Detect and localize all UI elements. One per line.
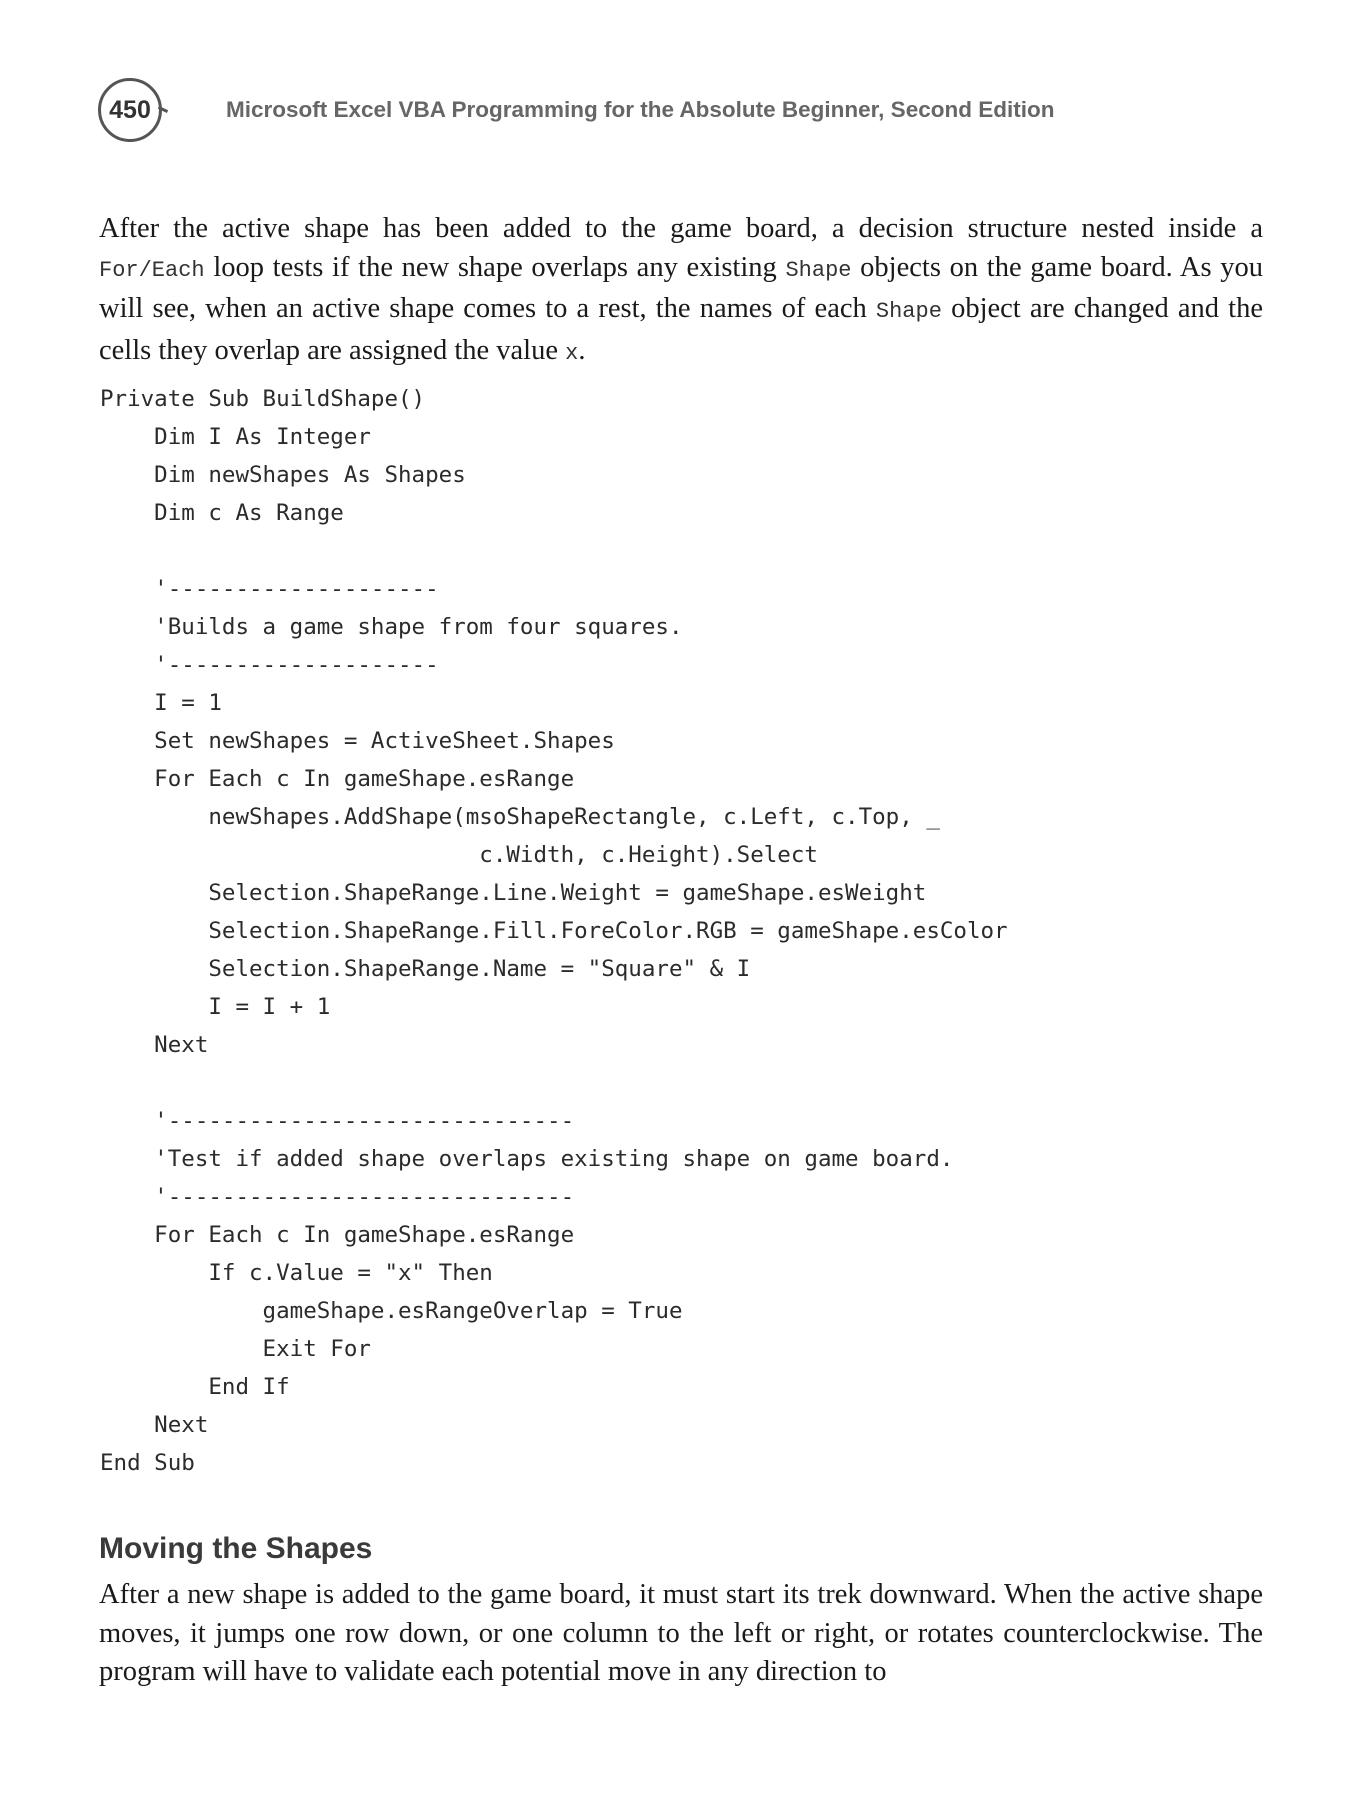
code-comment: 'Builds a game shape from four squares. (100, 614, 683, 640)
intro-text-5: . (578, 334, 586, 366)
inline-code-shape-2: Shape (875, 299, 942, 324)
code-line: End Sub (100, 1450, 195, 1476)
code-line: If c.Value = "x" Then (100, 1260, 493, 1286)
intro-text-1: After the active shape has been added to the game board, a decision structure nested inside a (99, 213, 1263, 244)
code-comment-divider: '------------------------------ (100, 1108, 575, 1134)
page-number: 450 (98, 78, 162, 142)
page-header (98, 78, 1278, 150)
code-line: I = 1 (100, 690, 222, 716)
code-line: Selection.ShapeRange.Fill.ForeColor.RGB = gameShape.esColor (100, 918, 1008, 944)
code-line: Next (100, 1412, 209, 1438)
intro-text-4: object are changed and the cells they overlap are assigned the value (99, 293, 1263, 366)
code-comment-divider: '-------------------- (100, 652, 439, 678)
code-line: Next (100, 1032, 209, 1058)
book-title: Microsoft Excel VBA Programming for the Absolute Beginner, Second Edition (226, 97, 1055, 122)
code-line: I = I + 1 (100, 994, 331, 1020)
code-line: For Each c In gameShape.esRange (100, 766, 575, 792)
code-comment-divider: '------------------------------ (100, 1184, 575, 1210)
inline-code-for-each: For/Each (99, 257, 205, 283)
code-line: Selection.ShapeRange.Line.Weight = gameShape.esWeight (100, 880, 927, 906)
code-comment-divider: '-------------------- (100, 576, 439, 602)
code-line: Dim c As Range (100, 500, 344, 526)
code-line: Set newShapes = ActiveSheet.Shapes (100, 728, 615, 754)
code-line: gameShape.esRangeOverlap = True (100, 1298, 683, 1324)
section-body: After a new shape is added to the game board, it must start its trek downward. When the active shape moves, it jumps one row down, or one column to the left or right, or rotates counterclockwise. The program will have to validate each potential move in any direction to (99, 1579, 1263, 1687)
code-line: Exit For (100, 1336, 371, 1362)
code-line: End If (100, 1374, 290, 1400)
code-line: Selection.ShapeRange.Name = "Square" & I (100, 956, 751, 982)
code-line: c.Width, c.Height).Select (100, 842, 818, 868)
code-line: Dim newShapes As Shapes (100, 462, 466, 488)
code-comment: 'Test if added shape overlaps existing shape on game board. (100, 1146, 954, 1172)
inline-code-x: x (565, 340, 579, 366)
code-line: For Each c In gameShape.esRange (100, 1222, 575, 1248)
inline-code-shape: Shape (785, 257, 852, 283)
code-line: newShapes.AddShape(msoShapeRectangle, c.Left, c.Top, _ (100, 804, 940, 830)
intro-text-2: loop tests if the new shape overlaps any existing (204, 251, 786, 283)
intro-paragraph (99, 210, 1263, 373)
section-heading: Moving the Shapes (99, 1532, 373, 1565)
intro-text-3: objects on the game board. As you will see, when an active shape comes to a rest, the names of each (99, 251, 1263, 324)
code-line: Dim I As Integer (100, 424, 371, 450)
code-line: Private Sub BuildShape() (100, 386, 426, 412)
